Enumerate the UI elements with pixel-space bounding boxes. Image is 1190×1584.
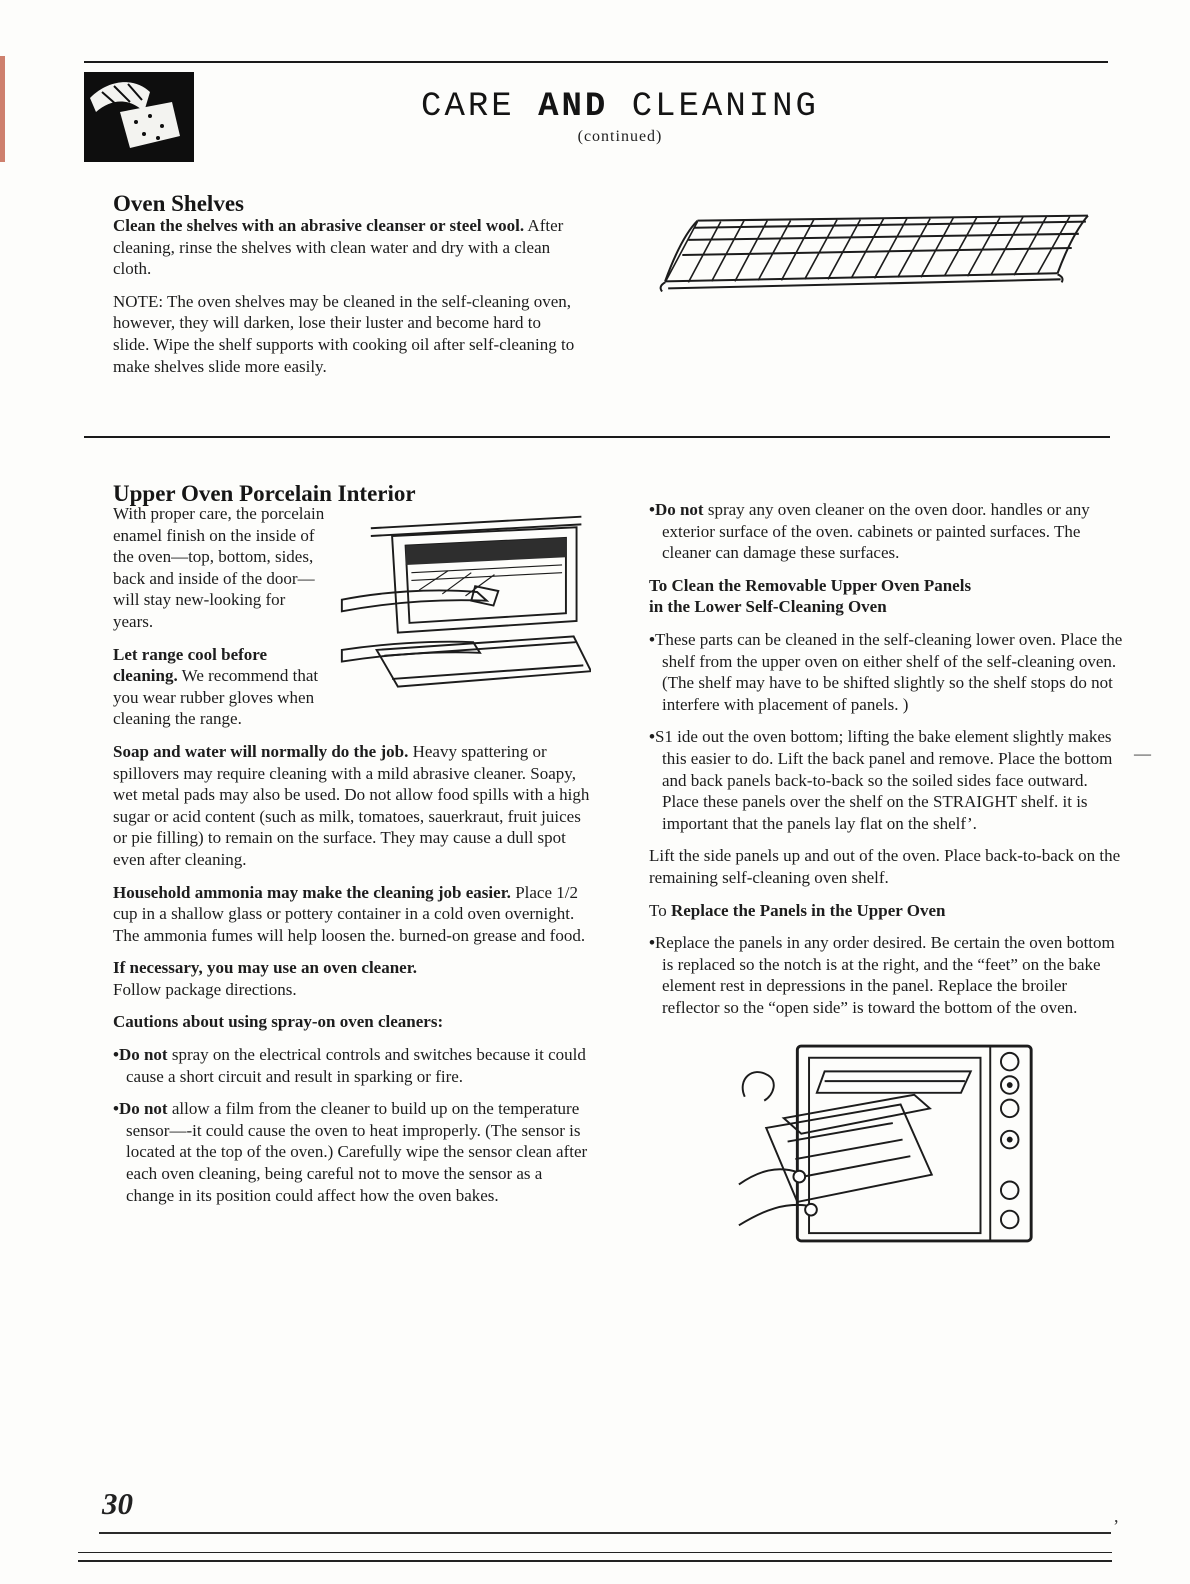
title-part: CLEANING bbox=[608, 88, 819, 126]
heading-part: Replace the Panels in the Upper Oven bbox=[670, 900, 946, 920]
bullet-lead: •Do not bbox=[649, 500, 704, 519]
heading-part: To bbox=[649, 900, 671, 920]
paragraph: Lift the side panels up and out of the oven. Place back-to-back on the remaining self-cleaning oven shelf. bbox=[649, 846, 1121, 887]
paragraph bbox=[113, 957, 591, 1000]
paragraph-lead: If necessary, you may use an oven cleaner. bbox=[113, 958, 417, 978]
replace-panels-heading bbox=[649, 900, 1126, 922]
footer-end-mark: , bbox=[1114, 1506, 1119, 1526]
cautions-heading: Cautions about using spray-on oven cleaners: bbox=[113, 1012, 444, 1032]
paragraph: With proper care, the porcelain enamel finish on the inside of the oven—top, bottom, sides, back and inside of the door—will stay new-looking for years. bbox=[113, 504, 325, 631]
instruction-item bbox=[649, 726, 1126, 834]
bullet-text: allow a film from the cleaner to build up on the temperature sensor—-it could cause the oven to heat improperly. (The sensor is located at the top of the oven.) Carefully wipe the sensor clean after each oven cleaning, being careful not to move the sensor as a change in its position could affect how the oven bakes. bbox=[126, 1099, 588, 1205]
title-part: CARE bbox=[421, 88, 539, 126]
paragraph-lead: Clean the shelves with an abrasive cleanser or steel wool. bbox=[113, 216, 525, 235]
bullet-lead: • bbox=[649, 629, 655, 649]
bullet-lead: • bbox=[649, 727, 655, 747]
paragraph-text: Heavy spattering or spillovers may require cleaning with a mild abrasive cleaner. Soapy, wet metal pads may also be used. Do not allow food spills with a high sugar or acid content (such as milk, tomatoes, sauerkraut, fruit juices or pie filling) to remain on the surface. They may cause a dull spot even after cleaning. bbox=[113, 741, 590, 869]
bottom-rule bbox=[78, 1552, 1112, 1553]
bullet-text: Replace the panels in any order desired. Be certain the oven bottom is replaced so the notch is at the right, and the “feet” on the bake element rest in depressions in the panel. Replace the broiler reflector so the “open side” is toward the bottom of the oven. bbox=[654, 933, 1115, 1017]
bullet-lead: •Do not bbox=[113, 1099, 168, 1119]
page-header bbox=[46, 88, 1190, 146]
right-column bbox=[649, 499, 1126, 1254]
top-rule bbox=[84, 61, 1108, 63]
instruction-item bbox=[649, 932, 1126, 1018]
panel-replacement-illustration bbox=[735, 1037, 1037, 1249]
paragraph: NOTE: The oven shelves may be cleaned in the self-cleaning oven, however, they will darken, lose their luster and become hard to slide. Wipe the shelf supports with cooking oil after self-cleaning to make shelves slide more easily. bbox=[113, 291, 575, 376]
paragraph bbox=[113, 215, 575, 280]
oven-shelves-heading: Oven Shelves bbox=[113, 191, 244, 217]
porcelain-heading: Upper Oven Porcelain Interior bbox=[113, 481, 416, 507]
page-title bbox=[46, 88, 1190, 126]
bullet-lead: •Do not bbox=[113, 1045, 168, 1065]
bullet-text: S1 ide out the oven bottom; lifting the bake element slightly makes this easier to do. Lift the back panel and remove. Place the bottom and back panels back-to-back so the soiled sides face outward. Place these panels over the shelf on the STRAIGHT shelf. it is important that the panels lay flat on the shelf’. bbox=[654, 727, 1113, 833]
bullet-text: spray any oven cleaner on the oven door. handles or any exterior surface of the oven. cabinets or painted surfaces. The cleaner can damage these surfaces. bbox=[662, 500, 1090, 563]
paragraph-text: After cleaning, rinse the shelves with clean water and dry with a clean cloth. bbox=[113, 216, 564, 279]
left-column bbox=[113, 503, 591, 1217]
bullet-text: spray on the electrical controls and switches because it could cause a short circuit and result in sparking or fire. bbox=[126, 1045, 586, 1086]
oven-shelf-illustration bbox=[655, 206, 1095, 296]
page-number: 30 bbox=[102, 1486, 133, 1521]
margin-dash-mark: — bbox=[1134, 744, 1151, 763]
paragraph-lead: Soap and water will normally do the job. bbox=[113, 741, 409, 761]
caution-item bbox=[649, 499, 1126, 564]
paragraph-text: We recommend that you wear rubber gloves when cleaning the range. bbox=[113, 666, 319, 729]
title-part: AND bbox=[538, 88, 609, 126]
bottom-rule bbox=[78, 1560, 1112, 1562]
oven-cleaning-illustration bbox=[339, 507, 591, 705]
section-divider bbox=[84, 436, 1110, 438]
heading-line: To Clean the Removable Upper Oven Panels bbox=[649, 575, 972, 595]
paragraph-text: Follow package directions. bbox=[113, 979, 297, 999]
clean-panels-heading bbox=[649, 575, 1126, 618]
paragraph bbox=[113, 882, 591, 947]
caution-item bbox=[113, 1044, 591, 1087]
heading-line: in the Lower Self-Cleaning Oven bbox=[649, 597, 887, 617]
instruction-item bbox=[649, 629, 1126, 715]
paragraph-text: Place 1/2 cup in a shallow glass or pottery container in a cold oven overnight. The ammonia fumes will help loosen the. burned-on grease and food. bbox=[113, 882, 586, 945]
bullet-lead: • bbox=[649, 933, 655, 953]
footer-rule bbox=[99, 1532, 1111, 1534]
caution-item bbox=[113, 1098, 591, 1206]
bullet-text: These parts can be cleaned in the self-cleaning lower oven. Place the shelf from the upper oven on either shelf of the self-cleaning oven. (The shelf may have to be shifted slightly so the shelf stops do not interfere with placement of panels. ) bbox=[654, 629, 1123, 714]
paragraph-lead: Let range cool before cleaning. bbox=[113, 644, 268, 686]
paragraph-lead: Household ammonia may make the cleaning job easier. bbox=[113, 882, 511, 902]
scan-edge-artifact bbox=[0, 56, 5, 162]
oven-shelves-text bbox=[113, 215, 575, 388]
page-subtitle: (continued) bbox=[577, 128, 663, 145]
paragraph bbox=[113, 741, 591, 871]
